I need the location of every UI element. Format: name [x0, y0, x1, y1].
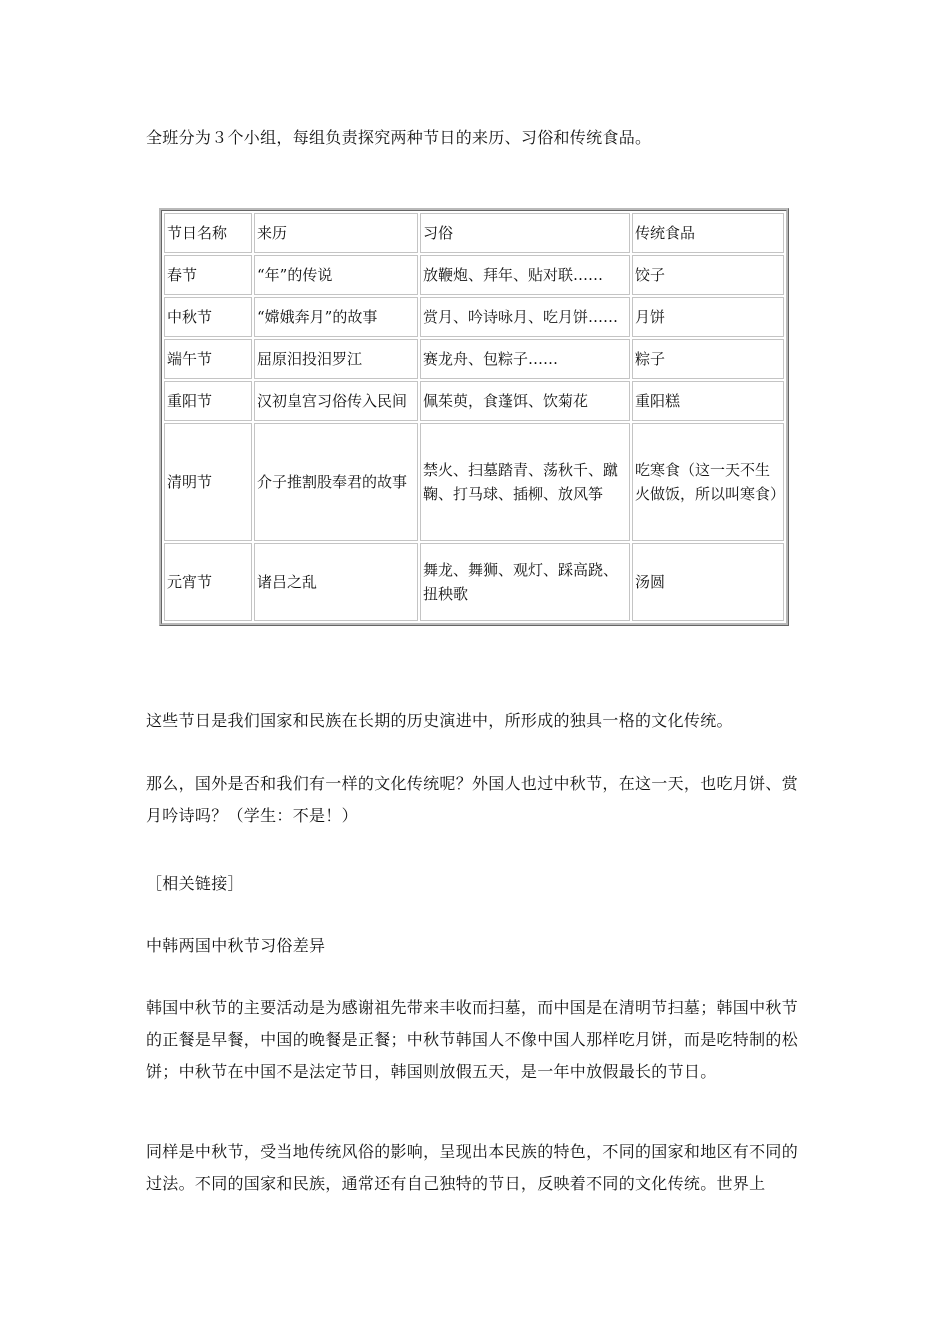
table-cell: 舞龙、舞狮、观灯、踩高跷、扭秧歌 [420, 543, 630, 621]
table-cell: 汉初皇宫习俗传入民间 [254, 381, 418, 421]
table-cell: 元宵节 [164, 543, 252, 621]
section-title: 中韩两国中秋节习俗差异 [146, 936, 326, 955]
table-row [164, 255, 784, 295]
table-cell: 春节 [164, 255, 252, 295]
table-cell: 饺子 [632, 255, 784, 295]
table-cell: 屈原汨投汨罗江 [254, 339, 418, 379]
paragraph-tradition: 这些节日是我们国家和民族在长期的历史演进中，所形成的独具一格的文化传统。 [146, 711, 733, 730]
table-cell: 清明节 [164, 423, 252, 541]
table-cell: 介子推割股奉君的故事 [254, 423, 418, 541]
table-cell: 赏月、吟诗咏月、吃月饼…… [420, 297, 630, 337]
table-cell: 佩茱萸，食蓬饵、饮菊花 [420, 381, 630, 421]
column-header: 习俗 [420, 213, 630, 253]
table-cell: 放鞭炮、拜年、贴对联…… [420, 255, 630, 295]
intro-paragraph: 全班分为３个小组，每组负责探究两种节日的来历、习俗和传统食品。 [146, 128, 652, 147]
column-header: 节日名称 [164, 213, 252, 253]
table-cell: 粽子 [632, 339, 784, 379]
table-cell: 重阳糕 [632, 381, 784, 421]
table-row [164, 543, 784, 621]
table-cell: 赛龙舟、包粽子…… [420, 339, 630, 379]
paragraph-korea-comparison: 韩国中秋节的主要活动是为感谢祖先带来丰收而扫墓，而中国是在清明节扫墓；韩国中秋节的正餐是早餐，中国的晚餐是正餐；中秋节韩国人不像中国人那样吃月饼，而是吃特制的松饼；中秋节在中国不是法定节日，韩国则放假五天，是一年中放假最长的节日。 [146, 998, 799, 1081]
table-cell: 汤圆 [632, 543, 784, 621]
column-header: 来历 [254, 213, 418, 253]
table-row [164, 297, 784, 337]
column-header: 传统食品 [632, 213, 784, 253]
related-links-heading: ［相关链接］ [146, 874, 244, 893]
table-cell: 中秋节 [164, 297, 252, 337]
table-header-row [164, 213, 784, 253]
table-cell: “嫦娥奔月”的故事 [254, 297, 418, 337]
paragraph-customs: 同样是中秋节，受当地传统风俗的影响，呈现出本民族的特色，不同的国家和地区有不同的过法。不同的国家和民族，通常还有自己独特的节日，反映着不同的文化传统。世界上 [146, 1142, 799, 1193]
table-cell: 禁火、扫墓踏青、荡秋千、蹴鞠、打马球、插柳、放风筝 [420, 423, 630, 541]
table-cell: 重阳节 [164, 381, 252, 421]
table-row [164, 339, 784, 379]
paragraph-question: 那么，国外是否和我们有一样的文化传统呢？外国人也过中秋节，在这一天，也吃月饼、赏月吟诗吗？（学生：不是！） [146, 774, 799, 825]
table-cell: 月饼 [632, 297, 784, 337]
festival-table-frame [159, 208, 789, 626]
table-cell: 端午节 [164, 339, 252, 379]
table-cell: 诸吕之乱 [254, 543, 418, 621]
table-row [164, 381, 784, 421]
table-cell: 吃寒食（这一天不生火做饭，所以叫寒食） [632, 423, 784, 541]
festival-table [162, 211, 786, 623]
table-row [164, 423, 784, 541]
table-cell: “年”的传说 [254, 255, 418, 295]
